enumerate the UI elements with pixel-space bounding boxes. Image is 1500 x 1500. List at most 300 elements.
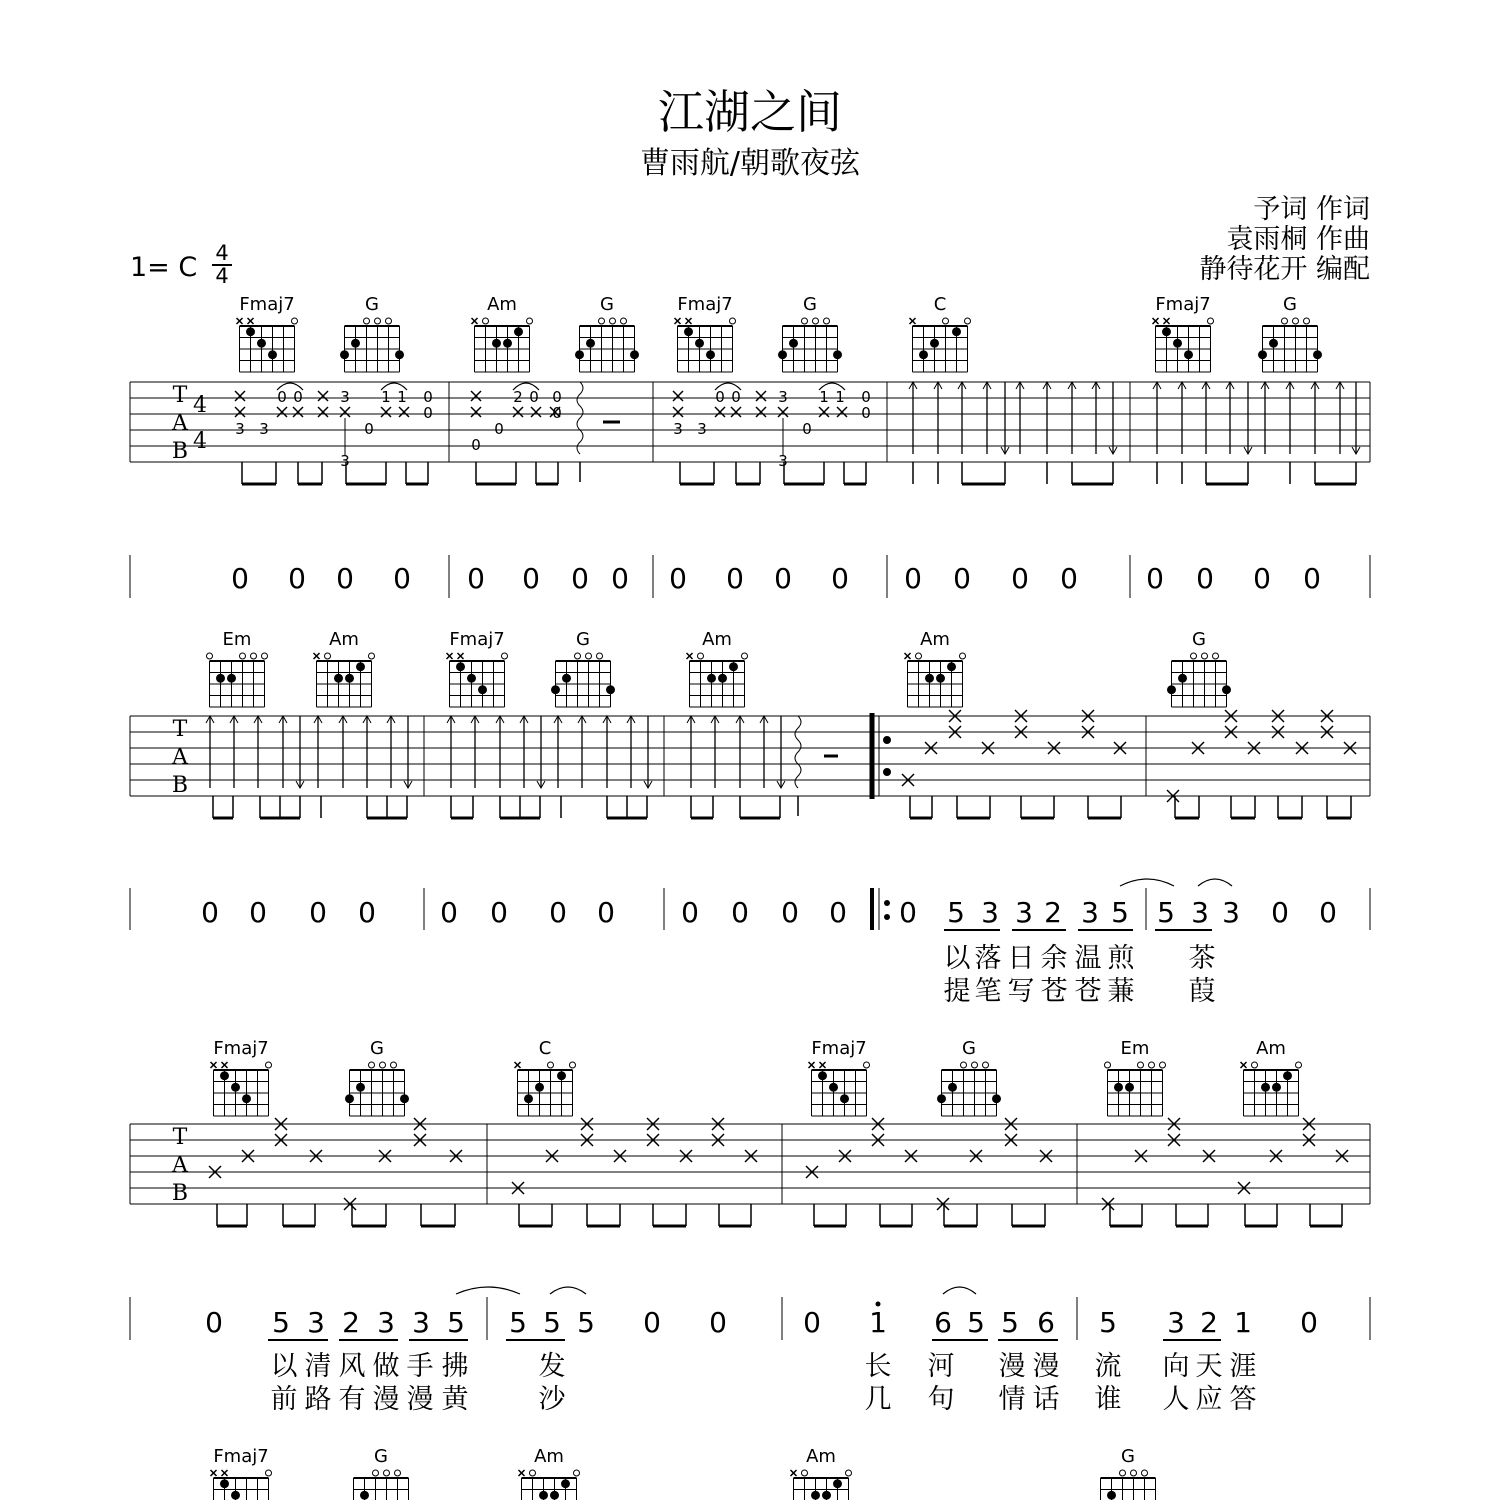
lyric-char: 天	[1195, 1351, 1223, 1382]
tab-fret-number: 0	[861, 404, 871, 422]
lyric-char: 手	[406, 1351, 434, 1382]
open-string	[802, 318, 808, 324]
finger-dot	[356, 1083, 365, 1092]
tab-fret-number: 0	[529, 388, 539, 406]
finger-dot	[242, 1094, 251, 1103]
open-string	[251, 653, 257, 659]
credit-arranger: 静待花开 编配	[1199, 254, 1370, 285]
finger-dot	[557, 1071, 566, 1080]
chord-diagram	[519, 1446, 580, 1500]
song-artist: 曹雨航/朝歌夜弦	[639, 146, 861, 181]
dead-note-x	[318, 391, 328, 401]
open-string	[527, 318, 533, 324]
finger-dot	[467, 674, 476, 683]
chord-name: G	[600, 294, 614, 315]
finger-dot	[1162, 327, 1171, 336]
chord-name: C	[538, 1038, 552, 1059]
finger-dot	[503, 339, 512, 348]
jianpu-note: 2	[1044, 896, 1062, 929]
lyric-char: 漫	[372, 1384, 400, 1415]
lyric-char: 谁	[1094, 1384, 1122, 1415]
dead-note-x	[673, 407, 683, 417]
jianpu-note: 5	[967, 1306, 985, 1339]
finger-dot	[718, 674, 727, 683]
lyric-char: 发	[538, 1351, 566, 1382]
finger-dot	[345, 1094, 354, 1103]
dead-note-x	[756, 391, 766, 401]
open-string	[1142, 1470, 1148, 1476]
tie	[550, 1287, 586, 1294]
open-string	[548, 1062, 554, 1068]
dead-note-x	[715, 407, 725, 417]
tab-clef-letter: A	[172, 1153, 188, 1178]
open-string	[483, 318, 489, 324]
song-title: 江湖之间	[658, 85, 842, 139]
lyric-char: 向	[1162, 1351, 1190, 1382]
open-string	[375, 318, 381, 324]
chord-diagram	[472, 294, 533, 372]
dead-note-x	[318, 407, 328, 417]
jianpu-note: 3	[377, 1306, 395, 1339]
open-string	[599, 318, 605, 324]
open-string	[240, 653, 246, 659]
lyric-char: 河	[927, 1351, 955, 1382]
lyric-char: 流	[1094, 1351, 1122, 1382]
chord-diagram	[675, 294, 736, 372]
finger-dot	[220, 1479, 229, 1488]
open-string	[1138, 1062, 1144, 1068]
finger-dot	[550, 1491, 559, 1500]
jianpu-note: 0	[1253, 562, 1271, 595]
tab-fret-number: 3	[778, 388, 788, 406]
chord-diagram	[447, 629, 508, 707]
dead-note-x	[837, 407, 847, 417]
open-string	[395, 1470, 401, 1476]
jianpu-note: 0	[467, 562, 485, 595]
arpeggio-wave	[577, 382, 583, 454]
tab-fret-number: 0	[731, 388, 741, 406]
arpeggio-wave	[795, 716, 801, 788]
open-string	[325, 653, 331, 659]
open-string	[960, 653, 966, 659]
systems-layer	[130, 294, 1370, 1500]
finger-dot	[948, 1083, 957, 1092]
finger-dot	[695, 339, 704, 348]
jianpu-note: 3	[412, 1306, 430, 1339]
lyric-char: 苍	[1040, 976, 1068, 1007]
chord-name: C	[933, 294, 947, 315]
chord-name: G	[962, 1038, 976, 1059]
finger-dot	[360, 1491, 369, 1500]
dead-note-x	[399, 407, 409, 417]
chord-name: G	[370, 1038, 384, 1059]
open-string	[207, 653, 213, 659]
open-string	[730, 318, 736, 324]
open-string	[575, 653, 581, 659]
key-signature: 1= C	[130, 252, 198, 283]
lyric-char: 黄	[441, 1384, 469, 1415]
chord-diagram	[345, 1038, 409, 1116]
finger-dot	[575, 350, 584, 359]
lyric-char: 日	[1007, 943, 1035, 974]
jianpu-line	[130, 555, 1370, 598]
jianpu-note: 5	[1157, 896, 1175, 929]
dead-note-x	[293, 407, 303, 417]
open-string	[373, 1470, 379, 1476]
jianpu-note: 0	[309, 896, 327, 929]
tab-fret-number: 1	[397, 388, 407, 406]
chord-name: Em	[222, 629, 252, 650]
lyric-char: 人	[1162, 1384, 1190, 1415]
open-string	[824, 318, 830, 324]
tab-fret-number: 0	[552, 404, 562, 422]
jianpu-note: 0	[643, 1306, 661, 1339]
jianpu-note: 0	[336, 562, 354, 595]
open-string	[1252, 1062, 1258, 1068]
jianpu-line	[130, 1287, 1370, 1415]
jianpu-note: 5	[1099, 1306, 1117, 1339]
dead-note-x	[686, 318, 692, 324]
chord-diagram	[551, 629, 615, 707]
tab-fret-number: 3	[673, 420, 683, 438]
finger-dot	[246, 327, 255, 336]
chord-diagram	[575, 294, 639, 372]
open-string	[1282, 318, 1288, 324]
dead-note-x	[381, 407, 391, 417]
jianpu-note: 0	[774, 562, 792, 595]
chord-name: G	[576, 629, 590, 650]
chord-name: Fmaj7	[449, 629, 505, 650]
tab-fret-number: 0	[494, 420, 504, 438]
chord-diagram	[778, 294, 842, 372]
finger-dot	[1261, 1083, 1270, 1092]
tab-staff	[130, 382, 1370, 484]
jianpu-note: 0	[831, 562, 849, 595]
tab-time-top: 4	[193, 393, 207, 418]
open-string	[802, 1470, 808, 1476]
finger-dot	[606, 685, 615, 694]
finger-dot	[395, 350, 404, 359]
finger-dot	[220, 1071, 229, 1080]
open-string	[972, 1062, 978, 1068]
jianpu-note: 5	[947, 896, 965, 929]
dead-note-x	[1153, 318, 1159, 324]
tie	[943, 1287, 976, 1294]
jianpu-note: 1	[1234, 1306, 1252, 1339]
dead-note-x	[820, 1062, 826, 1068]
finger-dot	[992, 1094, 1001, 1103]
jianpu-note: 0	[904, 562, 922, 595]
time-signature-top: 4	[215, 241, 229, 265]
lyric-char: 漫	[1032, 1351, 1060, 1382]
tab-clef-letter: B	[171, 439, 189, 464]
lyric-char: 情	[998, 1384, 1026, 1415]
jianpu-note: 0	[829, 896, 847, 929]
finger-dot	[919, 350, 928, 359]
dead-note-x	[472, 318, 478, 324]
dead-note-x	[809, 1062, 815, 1068]
lyric-char: 煎	[1107, 943, 1135, 974]
chord-name: Am	[920, 629, 950, 650]
jianpu-note: 0	[249, 896, 267, 929]
jianpu-line	[130, 879, 1370, 1007]
finger-dot	[561, 1479, 570, 1488]
tab-staff	[130, 710, 1370, 818]
open-string	[369, 653, 375, 659]
tab-fret-number: 0	[364, 420, 374, 438]
jianpu-note: 3	[307, 1306, 325, 1339]
dead-note-x	[791, 1470, 797, 1476]
tab-fret-number: 3	[259, 420, 269, 438]
lyric-char: 应	[1195, 1384, 1223, 1415]
finger-dot	[1178, 674, 1187, 683]
finger-dot	[833, 350, 842, 359]
jianpu-note: 5	[447, 1306, 465, 1339]
open-string	[597, 653, 603, 659]
finger-dot	[334, 674, 343, 683]
dead-note-x	[531, 407, 541, 417]
lyric-char: 余	[1040, 943, 1068, 974]
chord-diagram	[937, 1038, 1001, 1116]
lyric-char: 话	[1032, 1384, 1060, 1415]
open-string	[1120, 1470, 1126, 1476]
jianpu-note: 0	[1146, 562, 1164, 595]
open-string	[530, 1470, 536, 1476]
open-string	[266, 1470, 272, 1476]
chord-name: G	[374, 1446, 388, 1467]
jianpu-note: 5	[1111, 896, 1129, 929]
lyric-char: 清	[304, 1351, 332, 1382]
jianpu-note: 0	[1196, 562, 1214, 595]
tab-staff	[130, 1118, 1370, 1226]
finger-dot	[231, 1083, 240, 1092]
finger-dot	[1283, 1071, 1292, 1080]
jianpu-note: 0	[205, 1306, 223, 1339]
jianpu-note: 3	[981, 896, 999, 929]
finger-dot	[1184, 350, 1193, 359]
chord-diagram	[349, 1446, 413, 1500]
tab-fret-number: 0	[277, 388, 287, 406]
jianpu-note: 0	[709, 1306, 727, 1339]
lyric-char: 提	[943, 976, 971, 1007]
tab-fret-number: 0	[802, 420, 812, 438]
jianpu-note: 0	[571, 562, 589, 595]
finger-dot	[833, 1479, 842, 1488]
lyric-char: 前	[270, 1384, 298, 1415]
open-string	[1149, 1062, 1155, 1068]
finger-dot	[1173, 339, 1182, 348]
finger-dot	[1313, 350, 1322, 359]
chord-diagram	[1105, 1038, 1166, 1116]
lyric-char: 写	[1007, 976, 1035, 1007]
finger-dot	[586, 339, 595, 348]
open-string	[864, 1062, 870, 1068]
finger-dot	[1167, 685, 1176, 694]
open-string	[364, 318, 370, 324]
finger-dot	[684, 327, 693, 336]
finger-dot	[1107, 1491, 1116, 1500]
jianpu-note: 2	[1200, 1306, 1218, 1339]
open-string	[1208, 318, 1214, 324]
tab-clef-letter: T	[172, 717, 188, 742]
chord-diagram	[809, 1038, 870, 1116]
jianpu-note: 0	[1319, 896, 1337, 929]
finger-dot	[789, 339, 798, 348]
dead-note-x	[447, 653, 453, 659]
jianpu-note: 5	[577, 1306, 595, 1339]
lyric-char: 漫	[406, 1384, 434, 1415]
jianpu-note: 6	[934, 1306, 952, 1339]
tab-fret-number: 0	[861, 388, 871, 406]
finger-dot	[478, 685, 487, 694]
chord-diagram	[1096, 1446, 1160, 1500]
chord-name: Am	[329, 629, 359, 650]
dead-note-x	[471, 407, 481, 417]
finger-dot	[400, 1094, 409, 1103]
tab-fret-number: 0	[552, 388, 562, 406]
chord-diagram	[905, 629, 966, 707]
chord-diagram	[515, 1038, 576, 1116]
dead-note-x	[235, 407, 245, 417]
tab-fret-number: 3	[697, 420, 707, 438]
tab-fret-number: 3	[778, 452, 788, 470]
chord-diagram	[687, 629, 748, 707]
open-string	[846, 1470, 852, 1476]
jianpu-note: 3	[1015, 896, 1033, 929]
jianpu-note: 0	[597, 896, 615, 929]
dead-note-x	[222, 1062, 228, 1068]
chord-name: Em	[1120, 1038, 1150, 1059]
chord-diagram	[1258, 294, 1322, 372]
open-string	[1191, 653, 1197, 659]
chord-diagram	[211, 1038, 272, 1116]
chord-diagram	[207, 629, 268, 707]
jianpu-note: 0	[669, 562, 687, 595]
jianpu-note: 0	[522, 562, 540, 595]
tab-fret-number: 1	[835, 388, 845, 406]
finger-dot	[630, 350, 639, 359]
finger-dot	[492, 339, 501, 348]
finger-dot	[930, 339, 939, 348]
dead-note-x	[905, 653, 911, 659]
finger-dot	[1269, 339, 1278, 348]
finger-dot	[840, 1094, 849, 1103]
credit-lyricist: 予词 作词	[1253, 194, 1370, 225]
open-string	[292, 318, 298, 324]
jianpu-note: 3	[1222, 896, 1240, 929]
open-string	[586, 653, 592, 659]
jianpu-note: 0	[288, 562, 306, 595]
lyric-char: 做	[372, 1351, 400, 1382]
open-string	[1293, 318, 1299, 324]
finger-dot	[822, 1491, 831, 1500]
tab-fret-number: 2	[513, 388, 523, 406]
dead-note-x	[675, 318, 681, 324]
finger-dot	[514, 327, 523, 336]
dead-note-x	[515, 1062, 521, 1068]
dead-note-x	[314, 653, 320, 659]
tab-fret-number: 1	[381, 388, 391, 406]
chord-diagram	[1153, 294, 1214, 372]
finger-dot	[818, 1071, 827, 1080]
jianpu-note: 0	[803, 1306, 821, 1339]
chord-name: Fmaj7	[1155, 294, 1211, 315]
open-string	[961, 1062, 967, 1068]
tab-time-bottom: 4	[193, 429, 207, 454]
lyric-char: 以	[943, 943, 971, 974]
jianpu-note: 0	[440, 896, 458, 929]
tab-fret-number: 0	[423, 388, 433, 406]
tab-fret-number: 0	[715, 388, 725, 406]
finger-dot	[535, 1083, 544, 1092]
open-string	[943, 318, 949, 324]
chord-diagram	[791, 1446, 852, 1500]
finger-dot	[351, 339, 360, 348]
lyric-char: 风	[338, 1351, 366, 1382]
open-string	[386, 318, 392, 324]
open-string	[916, 653, 922, 659]
tie	[1120, 879, 1174, 886]
tab-fret-number: 0	[423, 404, 433, 422]
chord-name: Am	[487, 294, 517, 315]
dead-note-x	[519, 1470, 525, 1476]
lyric-char: 茶	[1188, 943, 1216, 974]
finger-dot	[937, 1094, 946, 1103]
open-string	[262, 653, 268, 659]
finger-dot	[257, 339, 266, 348]
tab-clef-letter: A	[172, 745, 188, 770]
open-string	[983, 1062, 989, 1068]
dead-note-x	[819, 407, 829, 417]
open-string	[384, 1470, 390, 1476]
tab-fret-number: 3	[235, 420, 245, 438]
lyric-char: 漫	[998, 1351, 1026, 1382]
jianpu-note: 0	[1303, 562, 1321, 595]
open-string	[698, 653, 704, 659]
open-string	[391, 1062, 397, 1068]
lyric-char: 有	[338, 1384, 366, 1415]
open-string	[1202, 653, 1208, 659]
tab-fret-number: 3	[340, 388, 350, 406]
tab-clef-letter: A	[172, 411, 188, 436]
open-string	[1213, 653, 1219, 659]
chord-name: G	[365, 294, 379, 315]
finger-dot	[1114, 1083, 1123, 1092]
open-string	[570, 1062, 576, 1068]
finger-dot	[551, 685, 560, 694]
chord-name: Am	[1256, 1038, 1286, 1059]
jianpu-note: 0	[681, 896, 699, 929]
finger-dot	[936, 674, 945, 683]
chord-name: Fmaj7	[213, 1038, 269, 1059]
open-string	[965, 318, 971, 324]
jianpu-note: 0	[549, 896, 567, 929]
lyric-char: 沙	[538, 1384, 566, 1415]
chord-name: Am	[702, 629, 732, 650]
chord-diagram	[910, 294, 971, 372]
finger-dot	[829, 1083, 838, 1092]
finger-dot	[707, 674, 716, 683]
dead-note-x	[1241, 1062, 1247, 1068]
dead-note-x	[277, 407, 287, 417]
lyric-char: 以	[270, 1351, 298, 1382]
lyric-char: 长	[864, 1351, 892, 1382]
open-string	[380, 1062, 386, 1068]
jianpu-note: 0	[490, 896, 508, 929]
open-string	[610, 318, 616, 324]
finger-dot	[1272, 1083, 1281, 1092]
jianpu-note: 0	[1300, 1306, 1318, 1339]
